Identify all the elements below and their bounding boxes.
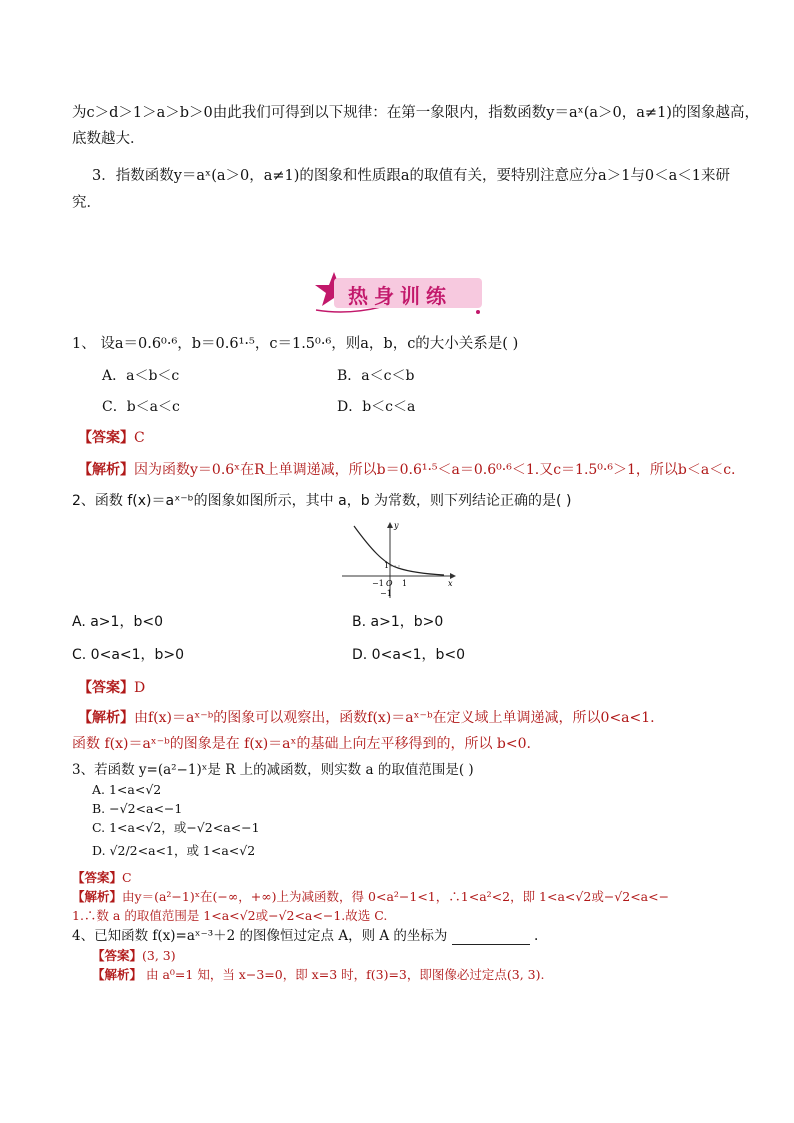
q1-answer-tag: 【答案】 — [78, 430, 134, 446]
q2-analysis-line-2: 函数 f(x)＝aˣ⁻ᵇ的图象是在 f(x)＝aˣ的基础上向左平移得到的，所以 b<0. — [72, 736, 531, 752]
q3-analysis — [72, 888, 669, 905]
q4-analysis-text: 由 a⁰=1 知，当 x−3=0，即 x=3 时，f(3)=3，即图像必过定点(3, 3). — [142, 967, 545, 982]
q1-option-a: A．a＜b＜c — [102, 368, 180, 384]
q3-stem: 3、若函数 y=(a²−1)ˣ是 R 上的减函数，则实数 a 的取值范围是( ) — [72, 762, 474, 778]
q1-analysis-tag: 【解析】 — [78, 462, 134, 478]
q4-answer-blank[interactable] — [452, 930, 530, 945]
q2-option-a: A. a>1，b<0 — [72, 614, 163, 630]
q2-option-b: B. a>1，b>0 — [352, 614, 444, 630]
q2-function-graph — [340, 520, 456, 600]
q4-analysis-tag: 【解析】 — [92, 967, 143, 982]
graph-y-label: y — [394, 521, 399, 530]
q3-answer-value: C — [122, 870, 132, 885]
q1-option-c: C．b＜a＜c — [102, 399, 180, 415]
q3-option-a: A. 1<a<√2 — [92, 782, 162, 797]
q2-answer-tag: 【答案】 — [78, 680, 134, 696]
q1-answer — [78, 428, 145, 448]
graph-x-label: x — [448, 579, 453, 588]
q3-analysis-line-2: 1.∴数 a 的取值范围是 1<a<√2或−√2<a<−1.故选 C. — [72, 908, 388, 923]
q2-option-c: C. 0<a<1，b>0 — [72, 647, 185, 663]
intro-line-3: 3．指数函数y＝aˣ(a＞0，a≠1)的图象和性质跟a的取值有关，要特别注意应分a＞1与0＜a＜1来研 — [92, 168, 731, 184]
q2-analysis-tag: 【解析】 — [78, 710, 134, 726]
q4-analysis — [92, 966, 544, 983]
q2-answer-value: D — [134, 680, 146, 696]
q3-analysis-tag: 【解析】 — [72, 889, 123, 904]
q4-stem-end: . — [534, 928, 539, 944]
q1-answer-value: C — [134, 430, 145, 446]
q3-option-b: B. −√2<a<−1 — [92, 801, 183, 816]
q1-analysis-text: 因为函数y＝0.6ˣ在R上单调递减，所以b＝0.6¹·⁵＜a＝0.6⁰·⁶＜1.又c＝1.5⁰·⁶＞1，所以b＜a＜c. — [134, 462, 736, 478]
q4-stem-text: 4、已知函数 f(x)=aˣ⁻³＋2 的图像恒过定点 A，则 A 的坐标为 — [72, 928, 448, 944]
q3-option-d: D. √2/2<a<1，或 1<a<√2 — [92, 843, 256, 858]
q4-answer-tag: 【答案】 — [92, 948, 143, 963]
q1-analysis — [78, 460, 735, 480]
q3-answer — [72, 869, 132, 886]
q2-stem: 2、函数 f(x)＝aˣ⁻ᵇ的图象如图所示，其中 a，b 为常数，则下列结论正确的是( ) — [72, 493, 572, 509]
graph-origin-label: O — [386, 579, 393, 588]
graph-one-x-label: 1 — [402, 579, 408, 588]
graph-one-y-label: 1 — [384, 561, 390, 570]
intro-line-2: 底数越大． — [72, 131, 145, 147]
q2-option-d: D. 0<a<1，b<0 — [352, 647, 466, 663]
q1-option-d: D．b＜c＜a — [337, 399, 416, 415]
q2-answer — [78, 678, 145, 698]
q3-analysis-text-1: 由y＝(a²−1)ˣ在(−∞，+∞)上为减函数，得 0<a²−1<1，∴1<a²<2，即 1<a<√2或−√2<a<− — [122, 889, 670, 904]
graph-neg-one-y-label: −1 — [380, 589, 392, 598]
q2-analysis — [78, 708, 655, 728]
q3-option-c: C. 1<a<√2，或−√2<a<−1 — [92, 820, 260, 835]
banner-title: 热身训练 — [348, 284, 452, 308]
q1-option-b: B．a＜c＜b — [337, 368, 415, 384]
q4-answer — [92, 947, 176, 964]
intro-line-4: 究． — [72, 195, 101, 211]
intro-line-1: 为c＞d＞1＞a＞b＞0由此我们可得到以下规律：在第一象限内，指数函数y＝aˣ(a＞0，a≠1)的图象越高， — [72, 105, 759, 121]
section-banner — [312, 270, 488, 318]
q4-stem — [72, 928, 722, 945]
q3-answer-tag: 【答案】 — [72, 870, 123, 885]
q2-analysis-text-1: 由f(x)＝aˣ⁻ᵇ的图象可以观察出，函数f(x)＝aˣ⁻ᵇ在定义域上单调递减，所以0<a<1. — [134, 710, 655, 726]
q1-stem: 1、 设a＝0.6⁰·⁶，b＝0.6¹·⁵，c＝1.5⁰·⁶，则a，b，c的大小关系是( ) — [72, 336, 519, 352]
graph-neg-one-x-label: −1 — [372, 579, 384, 588]
q4-answer-value: (3, 3) — [142, 948, 176, 963]
